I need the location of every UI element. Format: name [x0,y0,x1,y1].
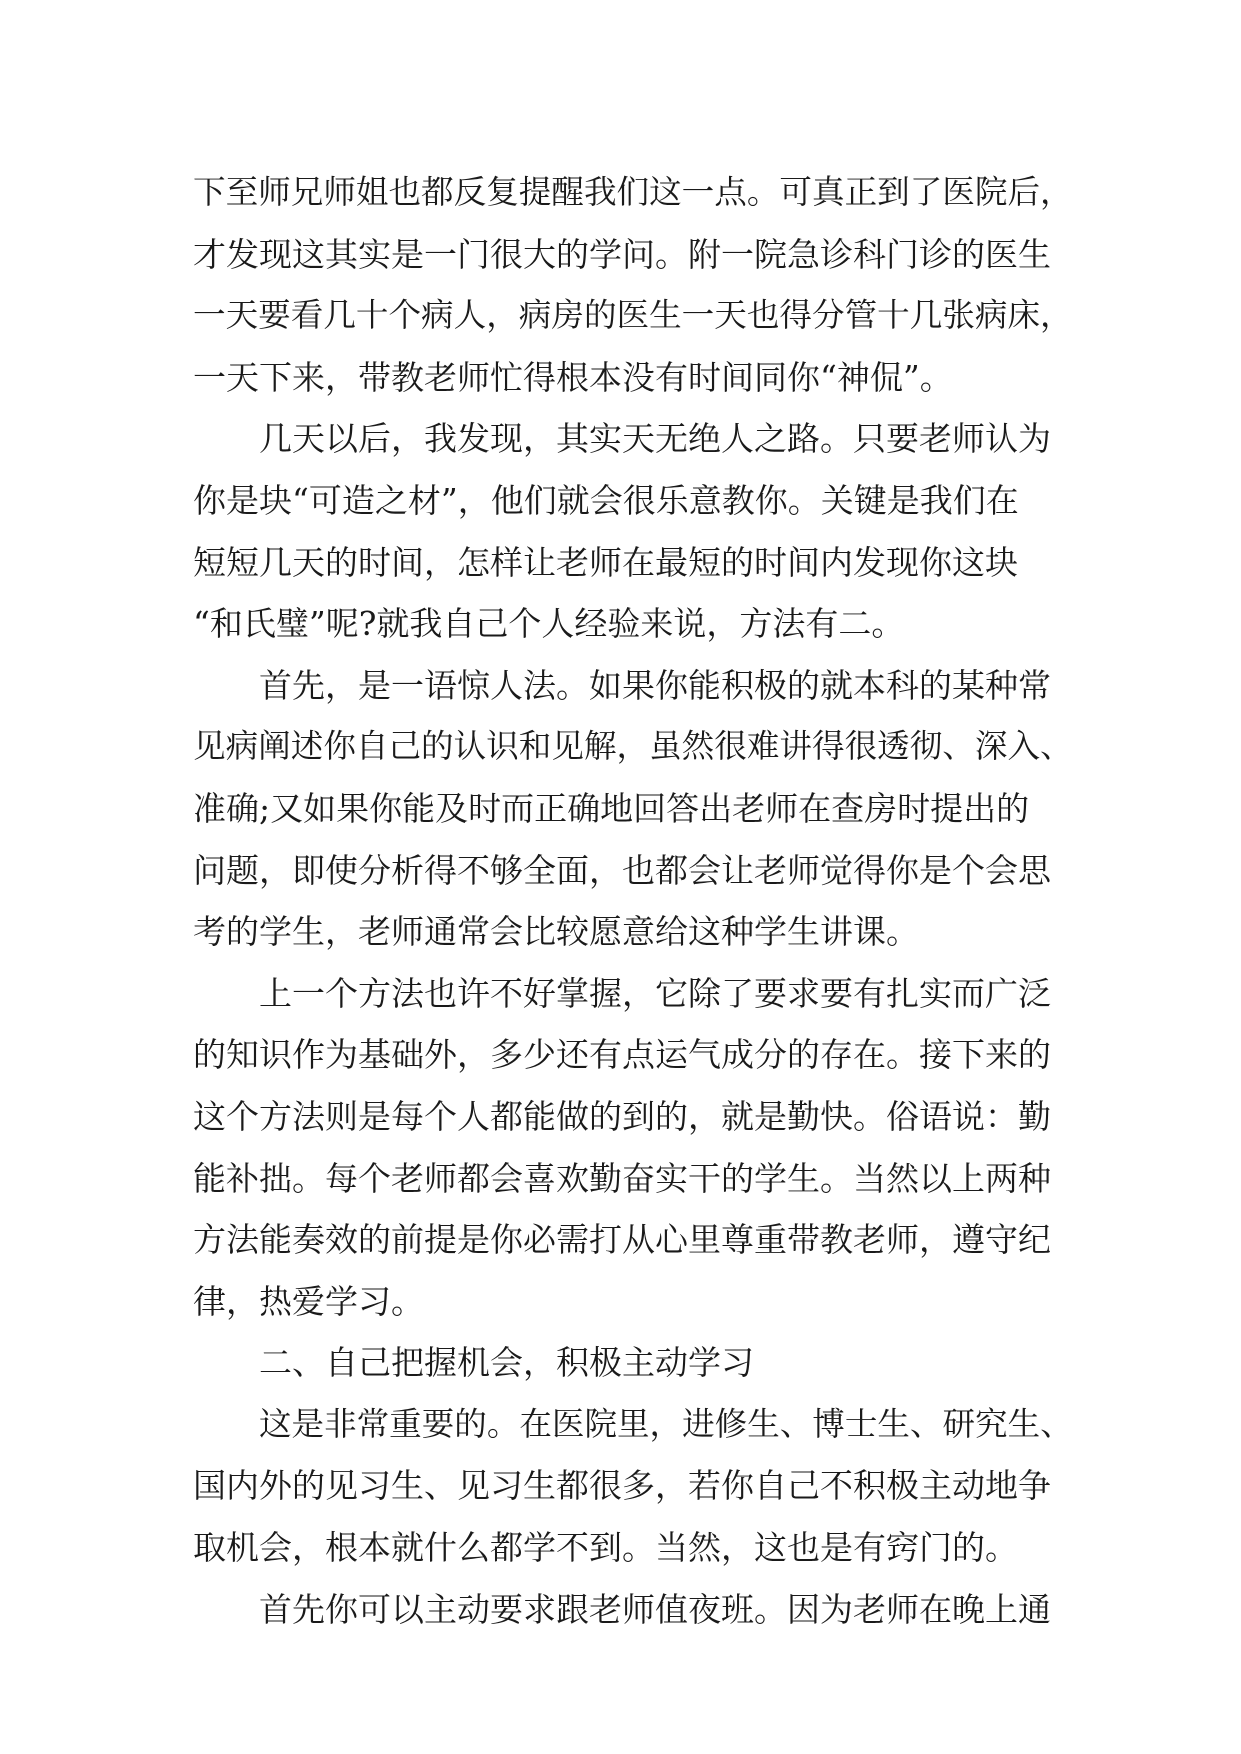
text-line: 见病阐述你自己的认识和见解，虽然很难讲得很透彻、深入、 [193,727,1073,766]
text-line: 问题，即使分析得不够全面，也都会让老师觉得你是个会思 [193,850,1051,890]
text-line: 国内外的见习生、见习生都很多，若你自己不积极主动地争 [193,1466,1051,1506]
text-line: 首先你可以主动要求跟老师值夜班。因为老师在晚上通 [259,1589,1051,1629]
document-body [193,162,1073,1640]
text-line: 这是非常重要的。在医院里，进修生、博士生、研究生、 [259,1404,1073,1443]
text-line: 你是块“可造之材”，他们就会很乐意教你。关键是我们在 [193,480,1019,520]
text-line: “和氏璧”呢?就我自己个人经验来说，方法有二。 [193,604,905,644]
text-line: 短短几天的时间，怎样让老师在最短的时间内发现你这块 [193,542,1018,582]
text-line: 考的学生，老师通常会比较愿意给这种学生讲课。 [193,912,919,952]
text-line: 取机会，根本就什么都学不到。当然，这也是有窍门的。 [193,1528,1018,1568]
text-line: 方法能奏效的前提是你必需打从心里尊重带教老师，遵守纪 [193,1220,1051,1260]
text-line: 准确;又如果你能及时而正确地回答出老师在查房时提出的 [193,788,1030,828]
text-line: 能补拙。每个老师都会喜欢勤奋实干的学生。当然以上两种 [193,1158,1051,1198]
text-line: 一天下来，带教老师忙得根本没有时间同你“神侃”。 [193,357,953,397]
text-line: 下至师兄师姐也都反复提醒我们这一点。可真正到了医院后， [193,173,1073,211]
text-line: 律，热爱学习。 [193,1281,424,1321]
text-line: 一天要看几十个病人，病房的医生一天也得分管十几张病床， [193,296,1073,335]
text-line: 二、自己把握机会，积极主动学习 [259,1343,754,1383]
text-line: 才发现这其实是一门很大的学问。附一院急诊科门诊的医生 [193,234,1051,274]
text-line: 上一个方法也许不好掌握，它除了要求要有扎实而广泛 [259,973,1051,1013]
text-line: 的知识作为基础外，多少还有点运气成分的存在。接下来的 [193,1035,1051,1075]
text-line: 几天以后，我发现，其实天无绝人之路。只要老师认为 [259,419,1051,459]
text-line: 首先，是一语惊人法。如果你能积极的就本科的某种常 [259,665,1051,705]
text-line: 这个方法则是每个人都能做的到的，就是勤快。俗语说：勤 [193,1096,1051,1136]
